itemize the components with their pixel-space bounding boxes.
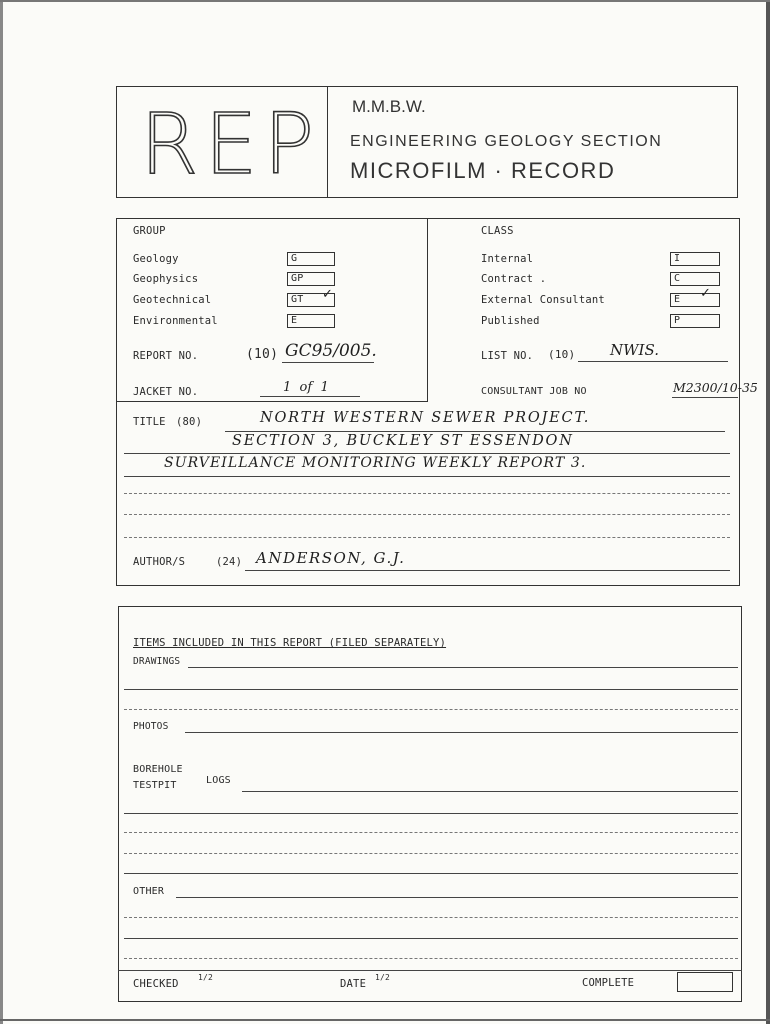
group-heading: GROUP bbox=[133, 225, 166, 237]
report-no-label: REPORT NO. bbox=[133, 350, 199, 362]
list-no-label: LIST NO. bbox=[481, 350, 534, 362]
org-name: M.M.B.W. bbox=[352, 97, 426, 116]
logs-line-2 bbox=[124, 813, 738, 814]
date-label: DATE bbox=[340, 978, 367, 990]
logs-line-4 bbox=[124, 853, 738, 854]
items-heading: ITEMS INCLUDED IN THIS REPORT (FILED SEPARATELY) bbox=[133, 637, 447, 649]
group-geotechnical-label: Geotechnical bbox=[133, 294, 212, 306]
logs-line-3 bbox=[124, 832, 738, 833]
drawings-line-3 bbox=[124, 709, 738, 710]
checked-fraction: 1/2 bbox=[198, 973, 214, 982]
title-blank-line-1 bbox=[124, 493, 730, 494]
photos-line bbox=[185, 732, 738, 733]
title-line-1[interactable]: NORTH WESTERN SEWER PROJECT. bbox=[260, 410, 591, 426]
drawings-line-2 bbox=[124, 689, 738, 690]
items-panel bbox=[118, 606, 742, 1002]
class-published-label: Published bbox=[481, 315, 540, 327]
scan-edge-right bbox=[766, 0, 770, 1024]
photos-label: PHOTOS bbox=[133, 721, 169, 732]
report-no-prefix: (10) bbox=[246, 347, 279, 362]
checked-label: CHECKED bbox=[133, 978, 179, 990]
group-environmental-label: Environmental bbox=[133, 315, 218, 327]
scan-edge-left bbox=[0, 0, 3, 1024]
geotechnical-tick-icon: ✓ bbox=[322, 287, 333, 302]
title-blank-line-3 bbox=[124, 537, 730, 538]
borehole-label: BOREHOLE bbox=[133, 764, 183, 775]
testpit-label: TESTPIT bbox=[133, 780, 177, 791]
jacket-no-label: JACKET NO. bbox=[133, 386, 199, 398]
report-no-underline bbox=[282, 362, 374, 363]
title-label: TITLE bbox=[133, 416, 166, 428]
drawings-line-1 bbox=[188, 667, 738, 668]
title-line-2[interactable]: SECTION 3, BUCKLEY ST ESSENDON bbox=[232, 433, 574, 449]
date-fraction: 1/2 bbox=[375, 973, 391, 982]
group-geology-checkbox[interactable]: G bbox=[287, 252, 335, 266]
group-geotechnical-checkbox[interactable]: GT bbox=[287, 293, 335, 307]
scan-edge-bottom bbox=[0, 1019, 770, 1021]
section-name: ENGINEERING GEOLOGY SECTION bbox=[350, 133, 663, 150]
consultant-job-underline bbox=[672, 397, 738, 398]
other-line-1 bbox=[176, 897, 738, 898]
class-external-checkbox[interactable]: E bbox=[670, 293, 720, 307]
external-tick-icon: ✓ bbox=[700, 286, 711, 301]
group-box bbox=[116, 218, 428, 402]
rep-logo: REP bbox=[140, 95, 321, 193]
record-title: MICROFILM · RECORD bbox=[350, 158, 616, 183]
jacket-no-underline bbox=[260, 396, 360, 397]
other-line-2 bbox=[124, 917, 738, 918]
author-label: AUTHOR/S bbox=[133, 556, 186, 568]
other-line-3 bbox=[124, 938, 738, 939]
logs-line-1 bbox=[242, 791, 738, 792]
title-blank-line-2 bbox=[124, 514, 730, 515]
drawings-label: DRAWINGS bbox=[133, 656, 181, 667]
other-label: OTHER bbox=[133, 886, 165, 897]
complete-checkbox[interactable] bbox=[677, 972, 733, 992]
group-geology-label: Geology bbox=[133, 253, 179, 265]
group-environmental-checkbox[interactable]: E bbox=[287, 314, 335, 328]
consultant-job-label: CONSULTANT JOB NO bbox=[481, 386, 587, 397]
class-internal-checkbox[interactable]: I bbox=[670, 252, 720, 266]
list-no-underline bbox=[578, 361, 728, 362]
other-line-4 bbox=[124, 958, 738, 959]
list-no-prefix: (10) bbox=[548, 348, 576, 361]
footer-divider bbox=[118, 970, 742, 971]
author-value[interactable]: ANDERSON, G.J. bbox=[256, 549, 406, 567]
class-contract-label: Contract . bbox=[481, 273, 547, 285]
author-prefix: (24) bbox=[216, 556, 243, 568]
title-underline-3 bbox=[124, 476, 730, 477]
list-no-value[interactable]: NWIS. bbox=[610, 341, 659, 359]
class-contract-checkbox[interactable]: C bbox=[670, 272, 720, 286]
title-prefix: (80) bbox=[176, 416, 203, 428]
title-line-3[interactable]: SURVEILLANCE MONITORING WEEKLY REPORT 3. bbox=[164, 455, 587, 471]
header-divider bbox=[327, 86, 328, 198]
class-internal-label: Internal bbox=[481, 253, 534, 265]
class-heading: CLASS bbox=[481, 225, 514, 237]
title-underline-1 bbox=[225, 431, 725, 432]
jacket-no-value[interactable]: 1 of 1 bbox=[283, 380, 329, 395]
logs-line-5 bbox=[124, 873, 738, 874]
consultant-job-value[interactable]: M2300/10-35 bbox=[673, 380, 758, 395]
class-external-label: External Consultant bbox=[481, 294, 605, 306]
title-underline-2 bbox=[124, 453, 730, 454]
author-underline bbox=[245, 570, 730, 571]
complete-label: COMPLETE bbox=[582, 977, 635, 989]
logs-label: LOGS bbox=[206, 775, 231, 786]
class-published-checkbox[interactable]: P bbox=[670, 314, 720, 328]
scan-edge-top bbox=[0, 0, 770, 2]
group-geophysics-label: Geophysics bbox=[133, 273, 199, 285]
report-no-value[interactable]: GC95/005. bbox=[285, 341, 377, 361]
group-geophysics-checkbox[interactable]: GP bbox=[287, 272, 335, 286]
